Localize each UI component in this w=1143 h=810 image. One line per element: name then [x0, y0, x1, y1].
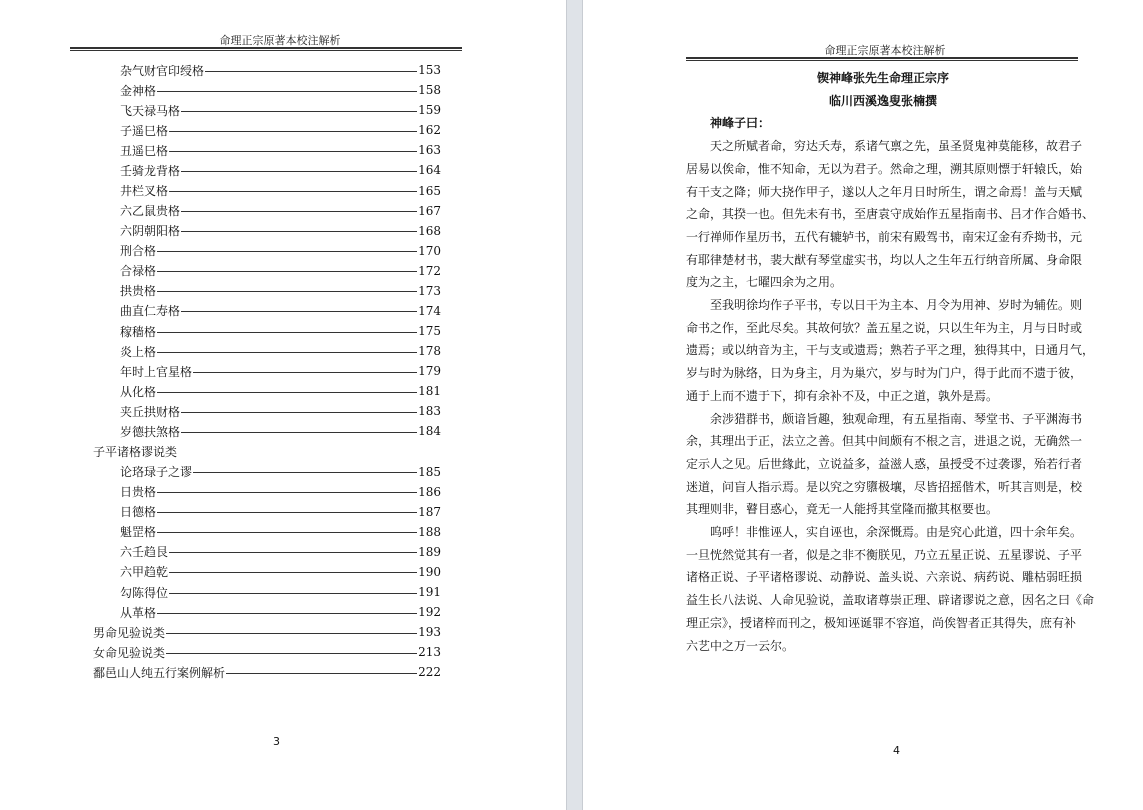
toc-entry-label: 杂气财官印绶格: [120, 63, 205, 78]
toc-entry-page: 222: [418, 665, 441, 680]
toc-entry[interactable]: [93, 120, 441, 140]
preface-line: 居易以俟命，惟不知命，无以为君子。然命之理，溯其原则慓于轩辕氏，始: [686, 161, 1083, 176]
toc-entry-label: 日贵格: [120, 485, 157, 500]
toc-entry-page: 173: [418, 283, 441, 298]
toc-entry-page: 184: [418, 424, 441, 439]
toc-entry-label: 合禄格: [120, 264, 157, 279]
preface-line: 理正宗》，授诸梓而刊之，极知诬诞罪不容逭，尚俟智者正其得失，庶有补: [686, 615, 1077, 630]
toc-leader-line: [157, 332, 417, 333]
preface-line: 呜呼！非惟诬人，实自诬也，余深慨焉。由是究心此道，四十余年矣。: [710, 525, 1083, 540]
toc-entry-label: 从革格: [120, 605, 157, 620]
left-page-number: 3: [273, 735, 280, 748]
toc-entry-label: 男命见验说类: [93, 625, 166, 640]
toc-leader-line: [157, 532, 417, 533]
preface-line: 岁与时为脉络，日为身主，月为巢穴，岁与时为门户，得于此而不遗于彼，: [686, 366, 1083, 381]
toc-leader-line: [157, 492, 417, 493]
toc-entry-label: 六阴朝阳格: [120, 224, 181, 239]
toc-entry[interactable]: [93, 281, 441, 301]
toc-entry[interactable]: [93, 321, 441, 341]
toc-entry-label: 六甲趋乾: [120, 565, 169, 580]
toc-entry-page: 190: [418, 564, 441, 579]
preface-line: 一行禅师作星历书，五代有辘轳书，前宋有殿驾书，南宋辽金有乔拗书，元: [686, 229, 1083, 244]
toc-entry-page: 193: [418, 625, 441, 640]
toc-entry-page: 213: [418, 645, 441, 660]
toc-entry-label: 六壬趋艮: [120, 545, 169, 560]
preface-line: 余，其理出于正，法立之善。但其中间颇有不根之言，进退之说，无确然一: [686, 434, 1083, 449]
toc-entry-label: 炎上格: [120, 344, 157, 359]
toc-entry-page: 172: [418, 263, 441, 278]
toc-entry-label: 六乙鼠贵格: [120, 204, 181, 219]
toc-entry-page: 164: [418, 163, 441, 178]
toc-leader-line: [166, 633, 417, 634]
toc-entry-label: 稼穑格: [120, 324, 157, 339]
toc-leader-line: [157, 392, 417, 393]
toc-leader-line: [169, 131, 417, 132]
toc-entry[interactable]: [93, 60, 441, 80]
toc-entry[interactable]: [93, 361, 441, 381]
preface-line: 一旦恍然觉其有一者，似是之非不衡朕见，乃立五星正说、五星谬说、子平: [686, 547, 1083, 562]
toc-entry-page: 167: [418, 203, 441, 218]
toc-leader-line: [205, 71, 417, 72]
toc-entry[interactable]: [93, 582, 441, 602]
toc-entry-page: 186: [418, 484, 441, 499]
toc-entry-label: 论珞琭子之谬: [120, 465, 193, 480]
toc-entry-label: 子平诸格谬说类: [93, 445, 178, 460]
preface-paragraph: [686, 408, 1083, 522]
toc-entry-label: 子遥巳格: [120, 123, 169, 138]
toc-leader-line: [181, 231, 417, 232]
toc-entry[interactable]: [93, 542, 441, 562]
toc-entry[interactable]: [93, 160, 441, 180]
toc-entry[interactable]: [93, 421, 441, 441]
toc-entry[interactable]: [93, 341, 441, 361]
toc-entry-label: 勾陈得位: [120, 585, 169, 600]
preface-line: 六艺中之万一云尔。: [686, 638, 795, 653]
preface-line: 益生长八法说、人命见验说，盖取诸尊崇正理、辟诸谬说之意，因名之曰《命: [686, 593, 1095, 608]
preface-line: 有耶律楚材书，裴大猷有琴堂虚实书，均以人之生年五行纳音所属、身命限: [686, 252, 1083, 267]
toc-entry-page: 158: [418, 83, 441, 98]
toc-entry-label: 从化格: [120, 384, 157, 399]
toc-leader-line: [157, 352, 417, 353]
toc-entry-page: 174: [418, 303, 441, 318]
preface-line: 迷道，问盲人指示焉。是以究之穷隳极壤，尽皆招摇偕术，听其言则是，校: [686, 479, 1083, 494]
preface-paragraphs: [686, 135, 1095, 657]
toc-leader-line: [157, 271, 417, 272]
toc-leader-line: [169, 191, 417, 192]
toc-entry[interactable]: [93, 140, 441, 160]
toc-leader-line: [181, 311, 417, 312]
toc-entry[interactable]: [93, 562, 441, 582]
toc-leader-line: [181, 111, 417, 112]
toc-leader-line: [169, 552, 417, 553]
preface-line: 定示人之见。后世緣此，立说益多，益滋人惑，虽授受不过袭谬，殆若行者: [686, 456, 1083, 471]
toc-entry-label: 拱贵格: [120, 284, 157, 299]
toc-leader-line: [181, 171, 417, 172]
toc-entry[interactable]: [93, 241, 441, 261]
toc-leader-line: [157, 251, 417, 252]
toc-entry-page: 170: [418, 243, 441, 258]
toc-entry-page: 192: [418, 605, 441, 620]
toc-entry-label: 年时上官星格: [120, 364, 193, 379]
toc-entry-label: 曲直仁寿格: [120, 304, 181, 319]
preface-author: 临川西溪逸叟张楠撰: [828, 93, 937, 108]
toc-entry[interactable]: [93, 622, 441, 642]
preface-paragraph: [686, 294, 1095, 408]
preface-line: 之命，其揆一也。但先未有书，至唐袁守成始作五星指南书、吕才作合婚书、: [686, 207, 1095, 222]
toc-entry[interactable]: [93, 80, 441, 100]
toc-leader-line: [169, 151, 417, 152]
toc-entry[interactable]: [93, 201, 441, 221]
toc-entry-page: 179: [418, 364, 441, 379]
toc-entry[interactable]: [93, 381, 441, 401]
toc-entry-label: 夹丘拱财格: [120, 404, 181, 419]
toc-entry-page: 183: [418, 404, 441, 419]
toc-entry-page: 191: [418, 585, 441, 600]
toc-entry-label: 女命见验说类: [93, 645, 166, 660]
toc-entry-page: 175: [418, 324, 441, 339]
toc-entry-label: 魁罡格: [120, 525, 157, 540]
preface-line: 其理则非，瞽目惑心，竟无一人能捋其堂隆而撤其枢要也。: [686, 502, 999, 517]
toc-leader-line: [181, 211, 417, 212]
toc-entry[interactable]: [93, 261, 441, 281]
toc-entry[interactable]: [93, 602, 441, 622]
preface-line: 度为之主，七曜四余为之用。: [686, 275, 843, 290]
toc-entry-label: 井栏叉格: [120, 184, 169, 198]
toc-leader-line: [226, 673, 417, 674]
toc-entry-page: 185: [418, 464, 441, 479]
toc-entry-page: 181: [418, 384, 441, 399]
toc-leader-line: [181, 412, 417, 413]
right-page-header: 命理正宗原著本校注解析: [824, 44, 946, 57]
toc-entry-label: 鄱邑山人纯五行案例解析: [93, 665, 226, 680]
toc-leader-line: [166, 653, 417, 654]
toc-entry[interactable]: [93, 180, 441, 200]
toc-entry[interactable]: [93, 642, 441, 662]
toc-entry-page: 178: [418, 344, 441, 359]
preface-intro: 神峰子曰：: [710, 116, 771, 131]
preface-line: 天之所赋者命，穷达夭寿，系诸气禀之先，虽圣贤鬼神莫能移，故君子: [710, 139, 1083, 154]
left-page: [0, 0, 566, 810]
toc-entry[interactable]: [93, 441, 441, 461]
toc-entry-label: 丑遥巳格: [120, 143, 169, 158]
toc-leader-line: [169, 572, 417, 573]
toc-entry-page: 159: [418, 103, 441, 118]
toc-entry[interactable]: [93, 401, 441, 421]
toc-entry-label: 刑合格: [120, 244, 157, 259]
toc-leader-line: [157, 512, 417, 513]
toc-entry-label: 日德格: [120, 505, 157, 520]
toc-entry-page: 153: [418, 63, 441, 78]
preface-line: 通于上而不遗于下，抑有余补不及，中正之道，孰外是焉。: [686, 388, 999, 403]
preface-paragraph: [686, 521, 1095, 657]
page-gutter: [566, 0, 583, 810]
toc-entry[interactable]: [93, 502, 441, 522]
toc-leader-line: [157, 613, 417, 614]
toc-leader-line: [193, 372, 417, 373]
toc-entry-page: 163: [418, 143, 441, 158]
table-of-contents: [93, 60, 441, 682]
toc-entry[interactable]: [93, 522, 441, 542]
toc-entry[interactable]: [93, 100, 441, 120]
toc-entry[interactable]: [93, 662, 441, 682]
toc-entry[interactable]: [93, 462, 441, 482]
right-header-rule: [686, 57, 1078, 61]
left-header-rule: [70, 47, 462, 51]
toc-leader-line: [181, 432, 417, 433]
preface-line: 有干支之降；师大挠作甲子，遂以人之年月日时所生，谓之命焉！盖与天赋: [686, 184, 1083, 199]
toc-leader-line: [169, 593, 417, 594]
preface-line: 遗焉；或以纳音为主，干与支或遗焉；熟若子平之理，独得其中，日通月气，: [686, 343, 1095, 358]
preface-paragraph: [686, 135, 1095, 294]
toc-entry-label: 飞天禄马格: [120, 103, 181, 118]
preface-line: 余涉猎群书，颇谙旨趣，独观命理，有五星指南、琴堂书、子平渊海书: [710, 411, 1083, 426]
preface-body: [686, 67, 1095, 657]
toc-entry-page: 168: [418, 223, 441, 238]
toc-entry[interactable]: [93, 301, 441, 321]
preface-line: 诸格正说、子平诸格谬说、动静说、盖头说、六亲说、病药说、雕枯弱旺损: [686, 570, 1083, 585]
toc-entry-page: 165: [418, 183, 441, 198]
toc-entry-page: 188: [418, 524, 441, 539]
toc-entry[interactable]: [93, 482, 441, 502]
toc-leader-line: [157, 291, 417, 292]
right-page-number: 4: [893, 744, 900, 757]
left-page-header: 命理正宗原著本校注解析: [219, 34, 341, 47]
toc-leader-line: [157, 91, 417, 92]
preface-title: 锲神峰张先生命理正宗序: [816, 71, 949, 85]
preface-line: 至我明徐均作子平书，专以日干为主本、月令为用神、岁时为辅佐。则: [710, 298, 1083, 313]
toc-entry-label: 岁德扶煞格: [120, 424, 181, 439]
toc-entry[interactable]: [93, 221, 441, 241]
preface-line: 命书之作，至此尽矣。其故何欤？盖五星之说，只以生年为主，月与日时或: [686, 320, 1083, 335]
toc-entry-page: 189: [418, 544, 441, 559]
toc-entry-page: 187: [418, 504, 441, 519]
toc-entry-label: 金神格: [120, 83, 157, 98]
toc-entry-label: 壬骑龙背格: [120, 163, 181, 178]
toc-entry-page: 162: [418, 123, 441, 138]
toc-leader-line: [193, 472, 417, 473]
